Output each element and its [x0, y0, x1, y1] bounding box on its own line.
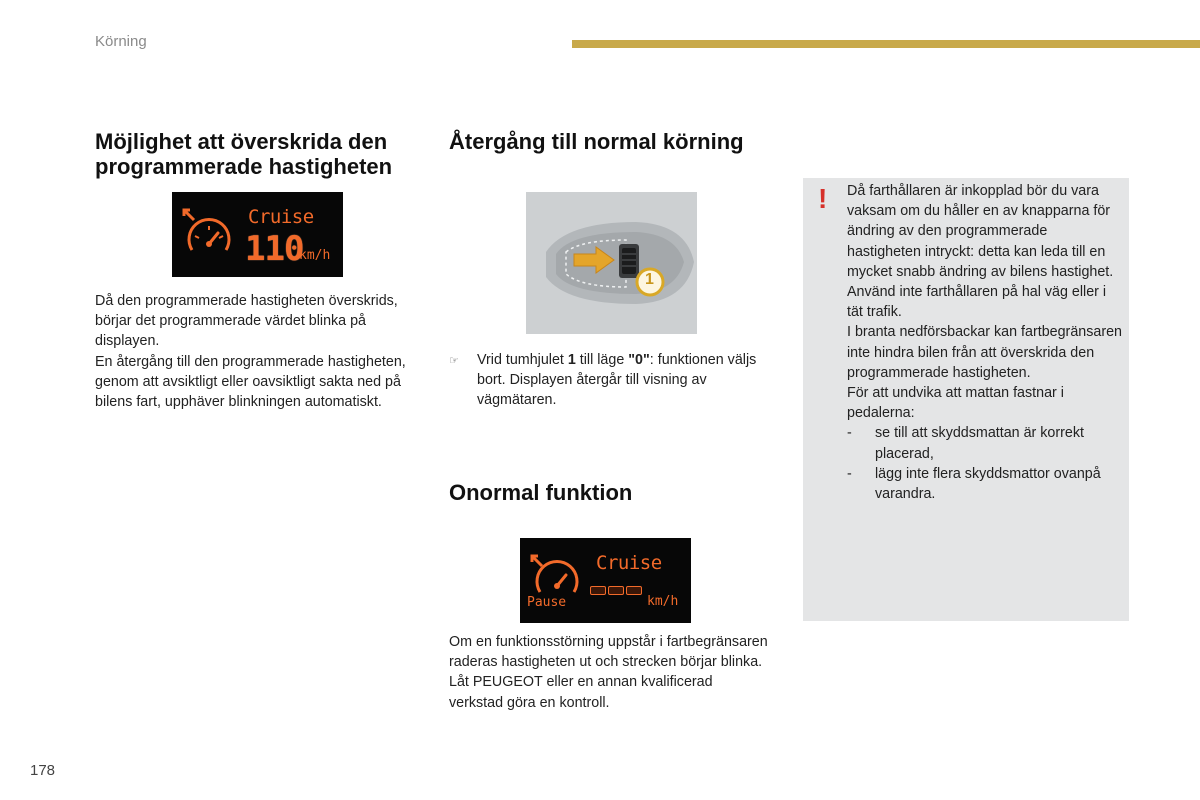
text-run: : funktionen väljs bort. Displayen återgår till visning av vägmätaren.	[477, 352, 757, 409]
list-item	[847, 423, 1125, 463]
exceed-speed-text	[95, 291, 420, 412]
warning-exclamation-icon: !	[818, 183, 828, 214]
dash-segment	[626, 586, 642, 595]
speedometer-gauge-icon	[180, 206, 240, 264]
section-title-exceed-speed	[95, 129, 435, 179]
page-number: 178	[30, 762, 56, 779]
cruise-label: Cruise	[596, 552, 662, 574]
speedometer-gauge-icon	[528, 552, 588, 598]
dash-segment	[608, 586, 624, 595]
cruise-label: Cruise	[248, 206, 314, 228]
paragraph: Låt PEUGEOT eller en annan kvalificerad verkstad göra en kontroll.	[449, 674, 713, 711]
paragraph: I branta nedförsbackar kan fartbegränsaren inte hindra bilen från att överskrida den programmerade hastigheten.	[847, 324, 1122, 381]
paragraph: En återgång till den programmerade hastigheten, genom att avsiktligt eller oavsiktligt sakta ned på bilens fart, upphäver blinkningen automatiskt.	[95, 353, 406, 411]
paragraph: För att undvika att mattan fastnar i pedalerna:	[847, 385, 1064, 422]
bullet-text	[477, 350, 779, 411]
thumbwheel-arrow-icon	[526, 192, 697, 334]
thumbwheel-photo	[526, 192, 697, 334]
warning-box	[803, 178, 1129, 621]
speed-value: 110	[245, 229, 304, 269]
section-title-normal-driving: Återgång till normal körning	[449, 129, 744, 154]
cruise-display-speed	[172, 192, 343, 277]
cruise-display-pause	[520, 538, 691, 623]
dash-segment	[590, 586, 606, 595]
callout-number: 1	[645, 271, 654, 288]
pause-label: Pause	[527, 595, 567, 610]
title-line-2: programmerade hastigheten	[95, 154, 393, 179]
bullet-item	[449, 350, 779, 411]
bullet-marker: ☞	[449, 355, 459, 367]
text-run: till läge	[575, 352, 629, 368]
paragraph: Då den programmerade hastigheten överskrids, börjar det programmerade värdet blinka på displayen.	[95, 293, 398, 350]
paragraph: Om en funktionsstörning uppstår i fartbegränsaren raderas hastigheten ut och strecken börjar blinka.	[449, 634, 768, 671]
malfunction-text	[449, 632, 769, 713]
section-title-malfunction: Onormal funktion	[449, 480, 633, 505]
list-dash: -	[847, 465, 852, 482]
speed-unit: km/h	[299, 248, 331, 263]
list-item	[847, 464, 1125, 504]
bold-run: 1	[567, 352, 576, 368]
warning-text	[847, 181, 1125, 504]
paragraph: Då farthållaren är inkopplad bör du vara vaksam om du håller en av knapparna för ändring av den programmerade hastigheten intryckt: detta kan leda till en mycket snabb ändring av bilens hastighet.	[847, 183, 1114, 280]
speed-unit: km/h	[647, 594, 679, 609]
list-item-text: lägg inte flera skyddsmattor ovanpå varandra.	[875, 465, 1101, 503]
bold-run: "0"	[628, 352, 650, 368]
section-label: Körning	[95, 33, 147, 50]
list-item-text: se till att skyddsmattan är korrekt placerad,	[875, 425, 1084, 462]
list-dash: -	[847, 425, 852, 442]
title-line-1: Möjlighet att överskrida den	[95, 129, 388, 154]
paragraph: Använd inte farthållaren på hal väg eller i tät trafik.	[847, 284, 1107, 321]
text-run: Vrid tumhjulet	[477, 352, 568, 368]
header-accent-bar	[572, 40, 1200, 48]
